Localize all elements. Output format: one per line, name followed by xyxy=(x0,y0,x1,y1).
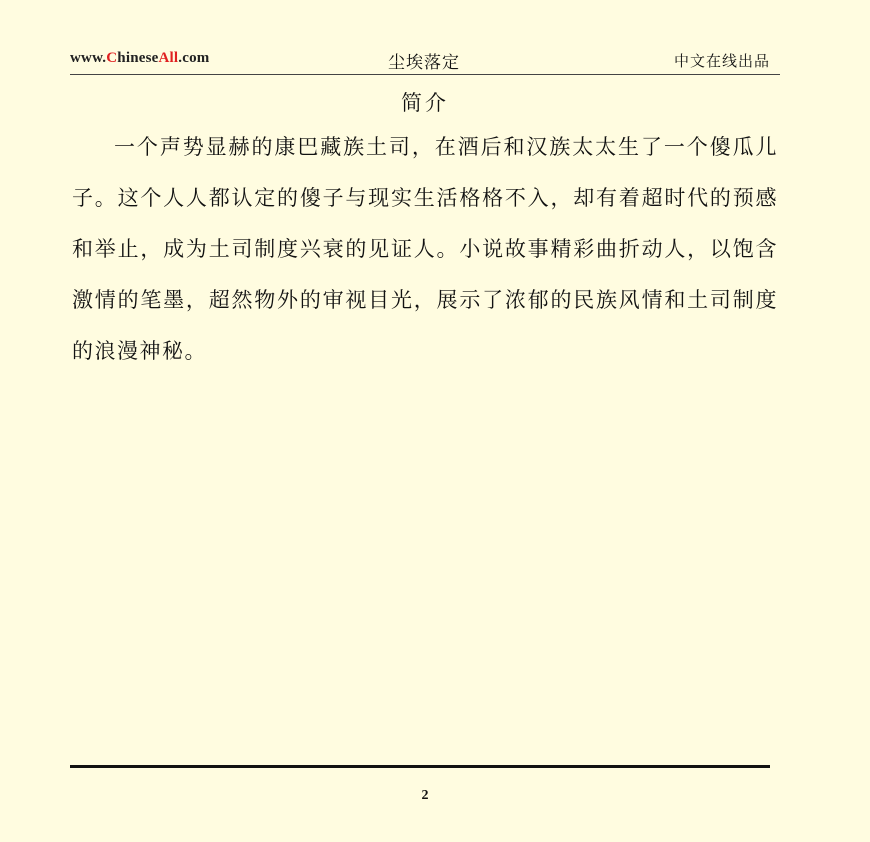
book-title: 尘埃落定 xyxy=(388,53,460,73)
site-url[interactable] xyxy=(70,50,209,67)
footer-divider xyxy=(70,765,770,768)
body-paragraph: 一个声势显赫的康巴藏族土司，在酒后和汉族太太生了一个傻瓜儿子。这个人人都认定的傻子与现实生活格格不入，却有着超时代的预感和举止，成为土司制度兴衰的见证人。小说故事精彩曲折动人，以饱含激情的笔墨，超然物外的审视目光，展示了浓郁的民族风情和土司制度的浪漫神秘。 xyxy=(72,135,778,363)
site-url-prefix: www. xyxy=(70,50,107,66)
site-url-all: All xyxy=(158,50,179,66)
page-number: 2 xyxy=(421,788,429,803)
section-title: 简介 xyxy=(401,91,449,115)
publisher-label: 中文在线出品 xyxy=(673,52,770,70)
page-header xyxy=(70,48,780,73)
site-url-hinese: hinese xyxy=(117,50,159,66)
header-divider xyxy=(70,74,780,75)
site-url-c: C xyxy=(106,50,118,66)
site-url-suffix: .com xyxy=(178,50,210,66)
